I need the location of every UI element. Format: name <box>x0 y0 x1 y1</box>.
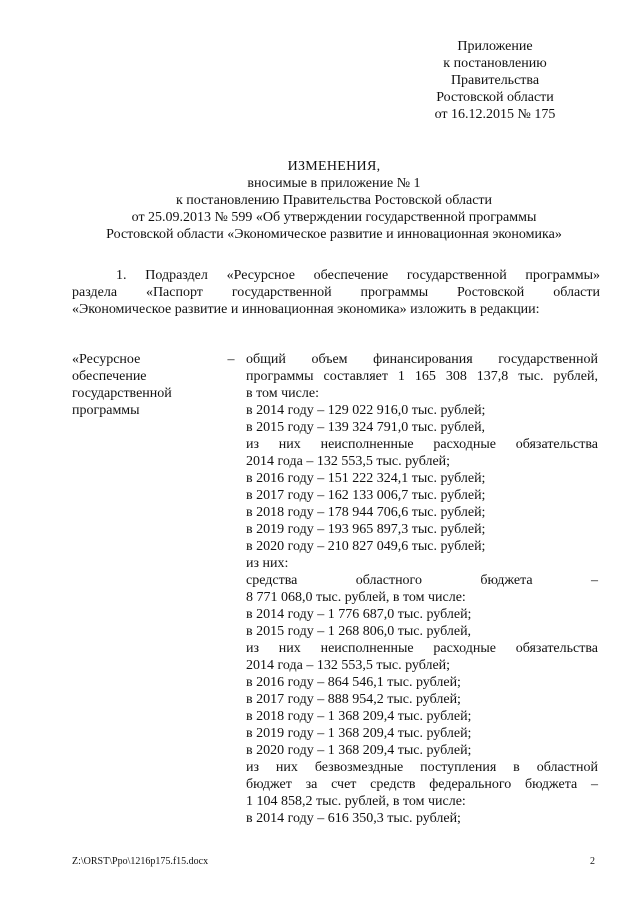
appendix-line: от 16.12.2015 № 175 <box>434 107 556 122</box>
paragraph-line: раздела «Паспорт государственной программы Ростовской области <box>72 285 600 300</box>
document-title-block <box>60 158 608 243</box>
document-subtitle-line: вносимые в приложение № 1 <box>247 176 421 191</box>
resource-detail-line: в 2020 году – 210 827 049,6 тыс. рублей; <box>246 539 486 554</box>
appendix-line: к постановлению <box>443 56 547 71</box>
resource-detail-line: 8 771 068,0 тыс. рублей, в том числе: <box>246 590 466 605</box>
document-subtitle-line: к постановлению Правительства Ростовской области <box>175 193 493 208</box>
resource-detail-line: средства областного бюджета – <box>246 573 598 588</box>
resource-detail-line: бюджет за счет средств федерального бюджета – <box>246 777 598 792</box>
resource-detail-line: из них: <box>246 556 289 571</box>
resource-detail-line: 2014 года – 132 553,5 тыс. рублей; <box>246 454 451 469</box>
resource-detail-line: в 2015 году – 139 324 791,0 тыс. рублей, <box>246 420 486 435</box>
resource-label-line: обеспечение <box>72 369 147 384</box>
paragraph-line: «Экономическое развитие и инновационная экономика» изложить в редакции: <box>72 302 540 317</box>
appendix-line: Правительства <box>450 73 540 88</box>
resource-detail-line: в 2020 году – 1 368 209,4 тыс. рублей; <box>246 743 472 758</box>
resource-detail-line: в 2017 году – 888 954,2 тыс. рублей; <box>246 692 461 707</box>
resource-detail-line: из них неисполненные расходные обязательства <box>246 437 598 452</box>
resource-detail-line: в 2016 году – 864 546,1 тыс. рублей; <box>246 675 461 690</box>
resource-detail-line: 1 104 858,2 тыс. рублей, в том числе: <box>246 794 466 809</box>
amendment-paragraph <box>72 267 600 318</box>
resource-label <box>72 351 222 419</box>
resource-detail-line: в 2016 году – 151 222 324,1 тыс. рублей; <box>246 471 486 486</box>
resource-detail-line: в 2018 году – 178 944 706,6 тыс. рублей; <box>246 505 486 520</box>
resource-detail-line: в том числе: <box>246 386 319 401</box>
document-subtitle-line: от 25.09.2013 № 599 «Об утверждении государственной программы <box>131 210 537 225</box>
appendix-block <box>420 38 570 123</box>
resource-detail-line: 2014 года – 132 553,5 тыс. рублей; <box>246 658 451 673</box>
resource-detail-line: из них безвозмездные поступления в областной <box>246 760 598 775</box>
resource-detail-line: в 2017 году – 162 133 006,7 тыс. рублей; <box>246 488 486 503</box>
resource-detail-line: общий объем финансирования государственной <box>246 352 598 367</box>
resource-label-line: государственной <box>72 386 172 401</box>
resource-detail-line: в 2015 году – 1 268 806,0 тыс. рублей, <box>246 624 472 639</box>
resource-detail-line: в 2014 году – 616 350,3 тыс. рублей; <box>246 811 461 826</box>
appendix-line: Ростовской области <box>436 90 554 105</box>
resource-detail-line: в 2014 году – 129 022 916,0 тыс. рублей; <box>246 403 486 418</box>
resource-detail-line: в 2018 году – 1 368 209,4 тыс. рублей; <box>246 709 472 724</box>
footer-file-path: Z:\ORST\Ppo\1216p175.f15.docx <box>72 856 209 867</box>
resource-detail-line: в 2019 году – 1 368 209,4 тыс. рублей; <box>246 726 472 741</box>
resource-detail-line: в 2014 году – 1 776 687,0 тыс. рублей; <box>246 607 472 622</box>
paragraph-line: 1. Подраздел «Ресурсное обеспечение государственной программы» <box>116 268 600 283</box>
resource-details <box>246 351 598 827</box>
resource-detail-line: из них неисполненные расходные обязательства <box>246 641 598 656</box>
resource-label-line: «Ресурсное <box>72 352 141 367</box>
document-subtitle-line: Ростовской области «Экономическое развитие и инновационная экономика» <box>106 227 562 242</box>
document-title: ИЗМЕНЕНИЯ, <box>287 159 381 174</box>
appendix-line: Приложение <box>457 39 533 54</box>
page-number: 2 <box>590 856 595 867</box>
label-dash: – <box>227 352 235 367</box>
resource-detail-line: в 2019 году – 193 965 897,3 тыс. рублей; <box>246 522 486 537</box>
resource-detail-line: программы составляет 1 165 308 137,8 тыс. рублей, <box>246 369 598 384</box>
resource-label-line: программы <box>72 403 140 418</box>
